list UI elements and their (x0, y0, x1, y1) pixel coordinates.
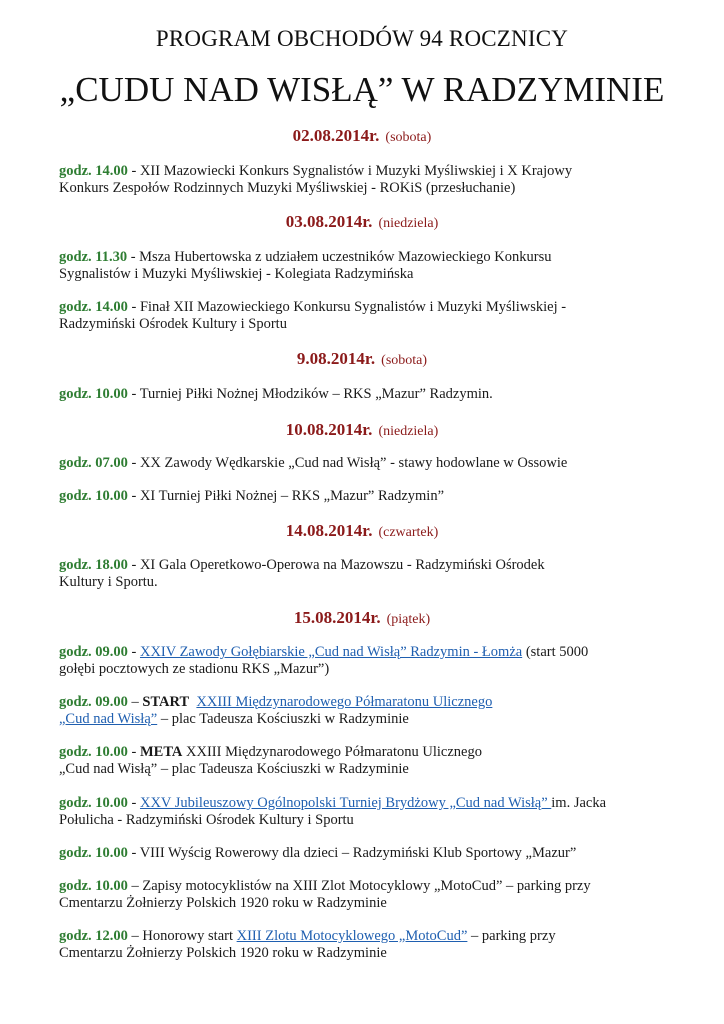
event-time: godz. 11.30 (59, 249, 128, 265)
date-heading (0, 126, 724, 146)
event-item (59, 878, 659, 912)
event-link[interactable]: „Cud nad Wisłą” (59, 711, 158, 727)
event-text: (start 5000 (522, 644, 589, 660)
event-text: - (127, 795, 140, 811)
date-text: 02.08.2014r. (292, 126, 380, 145)
event-text: XXIII Międzynarodowego Półmaratonu Ulicznego (182, 744, 482, 760)
event-time: godz. 10.00 (59, 845, 128, 861)
event-text: im. Jacka (551, 795, 607, 811)
event-time: godz. 18.00 (59, 557, 128, 573)
date-text: 03.08.2014r. (285, 212, 373, 231)
event-text: „Cud nad Wisłą” – plac Tadeusza Kościuszki w Radzyminie (59, 761, 409, 777)
event-time: godz. 10.00 (59, 744, 128, 760)
event-bold-label: META (139, 744, 183, 760)
event-time: godz. 10.00 (59, 488, 128, 504)
event-text: - XX Zawody Wędkarskie „Cud nad Wisłą” - stawy hodowlane w Ossowie (127, 455, 568, 471)
event-text: Cmentarzu Żołnierzy Polskich 1920 roku w Radzyminie (59, 945, 387, 961)
event-time: godz. 09.00 (59, 644, 128, 660)
date-heading (0, 212, 724, 232)
event-text: - Msza Hubertowska z udziałem uczestników Mazowieckiego Konkursu (127, 249, 552, 265)
event-item (59, 488, 659, 505)
weekday-text: (sobota) (385, 130, 432, 145)
event-text: gołębi pocztowych ze stadionu RKS „Mazur”) (59, 661, 330, 677)
event-item (59, 163, 659, 197)
event-text: Cmentarzu Żołnierzy Polskich 1920 roku w Radzyminie (59, 895, 387, 911)
event-item (59, 249, 659, 283)
event-item (59, 928, 659, 962)
event-text: – Honorowy start (127, 928, 237, 944)
weekday-text: (sobota) (381, 353, 428, 368)
weekday-text: (niedziela) (378, 424, 439, 439)
event-text: - (127, 744, 140, 760)
event-text: - (127, 644, 140, 660)
event-time: godz. 07.00 (59, 455, 128, 471)
event-time: godz. 09.00 (59, 694, 128, 710)
event-text: - Turniej Piłki Nożnej Młodzików – RKS „Mazur” Radzymin. (127, 386, 493, 402)
event-time: godz. 14.00 (59, 299, 128, 315)
event-time: godz. 10.00 (59, 878, 128, 894)
event-item (59, 557, 659, 591)
event-item (59, 795, 659, 829)
event-item (59, 694, 659, 728)
date-heading (0, 349, 724, 369)
event-item (59, 644, 659, 678)
event-time: godz. 14.00 (59, 163, 128, 179)
event-text: Połulicha - Radzymiński Ośrodek Kultury i Sportu (59, 812, 354, 828)
event-text: - XI Turniej Piłki Nożnej – RKS „Mazur” Radzymin” (127, 488, 445, 504)
event-item (59, 386, 659, 403)
event-link[interactable]: XIII Zlotu Motocyklowego „MotoCud” (236, 928, 468, 944)
event-text: Sygnalistów i Muzyki Myśliwskiej - Kolegiata Radzymińska (59, 266, 414, 282)
event-time: godz. 12.00 (59, 928, 128, 944)
event-item (59, 455, 659, 472)
event-text: – parking przy (467, 928, 556, 944)
weekday-text: (piątek) (386, 612, 431, 627)
event-item (59, 744, 659, 778)
event-text: – Zapisy motocyklistów na XIII Zlot Motocyklowy „MotoCud” – parking przy (127, 878, 591, 894)
event-bold-label: START (142, 694, 190, 710)
event-link[interactable]: XXIII Międzynarodowego Półmaratonu Ulicznego (196, 694, 493, 710)
date-text: 15.08.2014r. (293, 608, 381, 627)
program-title-line2: „CUDU NAD WISŁĄ” W RADZYMINIE (59, 70, 665, 109)
date-text: 10.08.2014r. (285, 420, 373, 439)
event-text: Konkurs Zespołów Rodzinnych Muzyki Myśliwskiej - ROKiS (przesłuchanie) (59, 180, 516, 196)
event-time: godz. 10.00 (59, 795, 128, 811)
event-text: Kultury i Sportu. (59, 574, 158, 590)
date-heading (0, 420, 724, 440)
event-time: godz. 10.00 (59, 386, 128, 402)
weekday-text: (niedziela) (378, 216, 439, 231)
event-item (59, 845, 659, 862)
event-link[interactable]: XXIV Zawody Gołębiarskie „Cud nad Wisłą” Radzymin - Łomża (139, 644, 523, 660)
weekday-text: (czwartek) (378, 525, 439, 540)
event-text: – plac Tadeusza Kościuszki w Radzyminie (157, 711, 409, 727)
event-text: - Finał XII Mazowieckiego Konkursu Sygnalistów i Muzyki Myśliwskiej - (127, 299, 567, 315)
program-title-line1: PROGRAM OBCHODÓW 94 ROCZNICY (155, 26, 569, 51)
date-heading (0, 608, 724, 628)
event-text: Radzymiński Ośrodek Kultury i Sportu (59, 316, 287, 332)
event-text: - XI Gala Operetkowo-Operowa na Mazowszu - Radzymiński Ośrodek (127, 557, 545, 573)
event-text: – (127, 694, 143, 710)
event-item (59, 299, 659, 333)
event-text: - XII Mazowiecki Konkurs Sygnalistów i Muzyki Myśliwskiej i X Krajowy (127, 163, 573, 179)
date-text: 14.08.2014r. (285, 521, 373, 540)
date-text: 9.08.2014r. (296, 349, 376, 368)
event-link[interactable]: XXV Jubileuszowy Ogólnopolski Turniej Brydżowy „Cud nad Wisłą” (139, 795, 552, 811)
date-heading (0, 521, 724, 541)
event-text: - VIII Wyścig Rowerowy dla dzieci – Radzymiński Klub Sportowy „Mazur” (127, 845, 577, 861)
